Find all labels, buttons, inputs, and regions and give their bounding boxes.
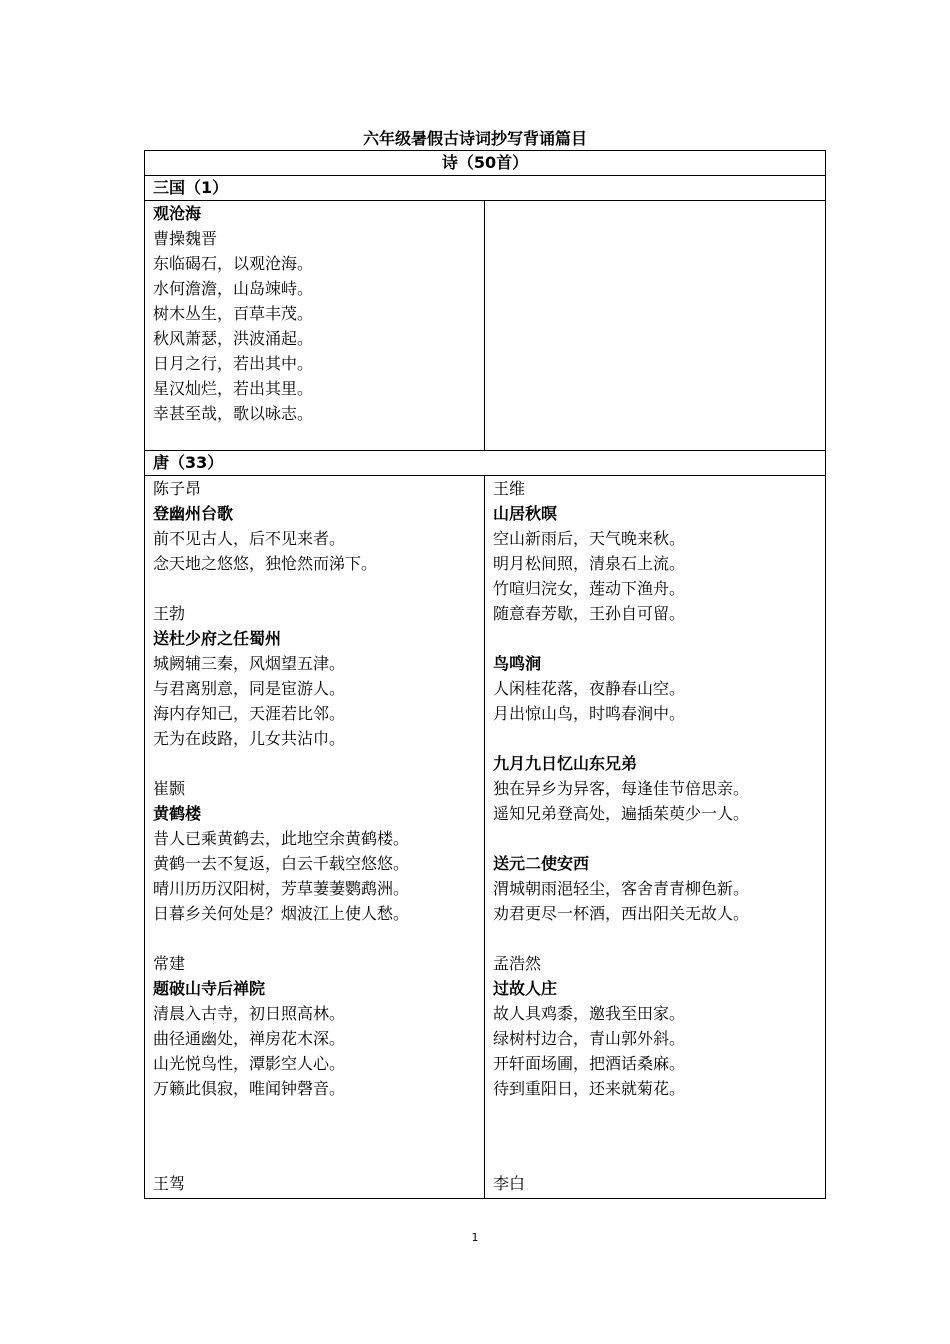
poem-line: 幸甚至哉，歌以咏志。 xyxy=(153,404,314,423)
poem-line: 昔人已乘黄鹤去，此地空余黄鹤楼。 xyxy=(153,829,410,848)
poem-line: 空山新雨后，天气晚来秋。 xyxy=(493,529,686,548)
tang-right-cell xyxy=(485,476,826,1199)
poem-title: 登幽州台歌 xyxy=(153,504,234,523)
poem-author: 王维 xyxy=(493,479,526,498)
poem-title: 鸟鸣涧 xyxy=(493,654,542,673)
spacer xyxy=(493,926,817,951)
table-header-row xyxy=(145,151,826,176)
sanguo-left-cell xyxy=(145,201,485,451)
poem-line: 前不见古人，后不见来者。 xyxy=(153,529,346,548)
poem-line: 无为在歧路，儿女共沾巾。 xyxy=(153,729,346,748)
poem-line: 明月松间照，清泉石上流。 xyxy=(493,554,686,573)
poem-title: 观沧海 xyxy=(153,204,202,223)
poem-title: 送杜少府之任蜀州 xyxy=(153,629,282,648)
poem-line: 待到重阳日，还来就菊花。 xyxy=(493,1079,686,1098)
poem-line: 劝君更尽一杯酒，西出阳关无故人。 xyxy=(493,904,750,923)
poem-author: 孟浩然 xyxy=(493,954,542,973)
poem-author-next: 王驾 xyxy=(153,1174,186,1193)
poem-line: 黄鹤一去不复返，白云千载空悠悠。 xyxy=(153,854,410,873)
poem-line: 月出惊山鸟，时鸣春涧中。 xyxy=(493,704,686,723)
poem-line: 秋风萧瑟，洪波涌起。 xyxy=(153,329,314,348)
poem-title: 九月九日忆山东兄弟 xyxy=(493,754,638,773)
poem-line: 随意春芳歇，王孙自可留。 xyxy=(493,604,686,623)
poem-author-next: 李白 xyxy=(493,1174,526,1193)
sanguo-poems-row xyxy=(145,201,826,451)
poem-title: 送元二使安西 xyxy=(493,854,590,873)
tang-left-cell xyxy=(145,476,485,1199)
sanguo-right-cell-empty xyxy=(485,201,826,451)
poem-line: 绿树村边合，青山郭外斜。 xyxy=(493,1029,686,1048)
spacer xyxy=(153,576,476,601)
table-header: 诗（50首） xyxy=(145,151,826,176)
poem-author: 崔颢 xyxy=(153,779,186,798)
poem-line: 日月之行，若出其中。 xyxy=(153,354,314,373)
poem-line: 水何澹澹，山岛竦峙。 xyxy=(153,279,314,298)
poem-author: 陈子昂 xyxy=(153,479,202,498)
poem-title: 山居秋暝 xyxy=(493,504,558,523)
section-tang-row xyxy=(145,451,826,476)
tang-poems-row xyxy=(145,476,826,1199)
poem-author: 王勃 xyxy=(153,604,186,623)
spacer xyxy=(153,751,476,776)
spacer xyxy=(493,726,817,751)
poem-title: 题破山寺后禅院 xyxy=(153,979,266,998)
poem-line: 山光悦鸟性，潭影空人心。 xyxy=(153,1054,346,1073)
poem-line: 独在异乡为异客，每逢佳节倍思亲。 xyxy=(493,779,750,798)
poem-line: 竹喧归浣女，莲动下渔舟。 xyxy=(493,579,686,598)
poem-line: 清晨入古寺，初日照高林。 xyxy=(153,1004,346,1023)
poem-line: 故人具鸡黍，邀我至田家。 xyxy=(493,1004,686,1023)
poem-author: 常建 xyxy=(153,954,186,973)
spacer xyxy=(493,626,817,651)
poem-title: 黄鹤楼 xyxy=(153,804,202,823)
poem-line: 与君离别意，同是宦游人。 xyxy=(153,679,346,698)
poem-line: 海内存知己，天涯若比邻。 xyxy=(153,704,346,723)
document-title: 六年级暑假古诗词抄写背诵篇目 xyxy=(362,129,587,148)
page-number: 1 xyxy=(471,1231,479,1244)
poem-line: 念天地之悠悠，独怆然而涕下。 xyxy=(153,554,378,573)
poem-line: 树木丛生，百草丰茂。 xyxy=(153,304,314,323)
poem-title: 过故人庄 xyxy=(493,979,558,998)
poem-line: 星汉灿烂，若出其里。 xyxy=(153,379,314,398)
spacer xyxy=(493,826,817,851)
poem-line: 东临碣石，以观沧海。 xyxy=(153,254,314,273)
poem-line: 曲径通幽处，禅房花木深。 xyxy=(153,1029,346,1048)
poem-line: 开轩面场圃，把酒话桑麻。 xyxy=(493,1054,686,1073)
poem-line: 日暮乡关何处是？烟波江上使人愁。 xyxy=(153,904,410,923)
poem-line: 城阙辅三秦，风烟望五津。 xyxy=(153,654,346,673)
poem-table xyxy=(144,150,826,1199)
section-sanguo-row xyxy=(145,176,826,201)
poem-line: 晴川历历汉阳树，芳草萋萋鹦鹉洲。 xyxy=(153,879,410,898)
poem-line: 渭城朝雨浥轻尘，客舍青青柳色新。 xyxy=(493,879,750,898)
section-label-tang: 唐（33） xyxy=(145,451,826,476)
spacer xyxy=(153,926,476,951)
poem-author: 曹操魏晋 xyxy=(153,229,218,248)
poem-line: 万籁此俱寂，唯闻钟磬音。 xyxy=(153,1079,346,1098)
poem-line: 遥知兄弟登高处，遍插茱萸少一人。 xyxy=(493,804,750,823)
section-label-sanguo: 三国（1） xyxy=(145,176,826,201)
poem-line: 人闲桂花落，夜静春山空。 xyxy=(493,679,686,698)
